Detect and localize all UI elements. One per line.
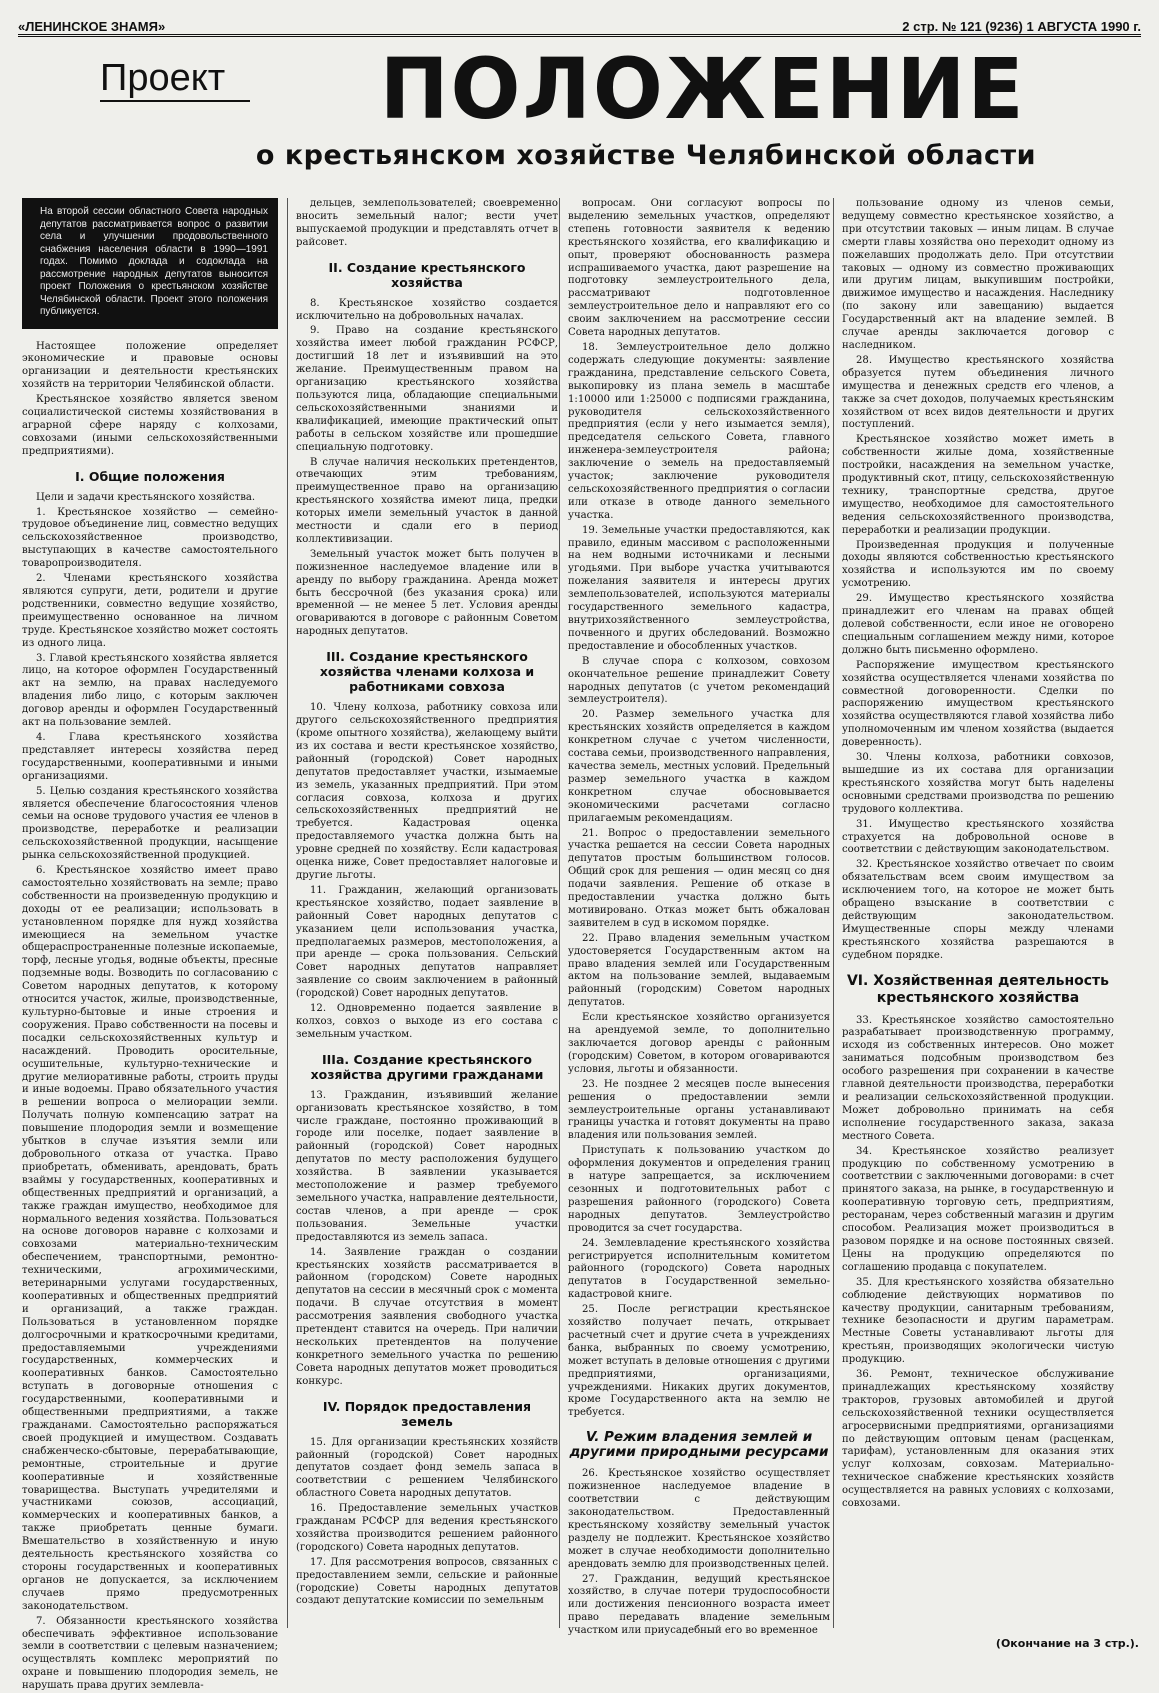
paragraph: 12. Одновременно подается заявление в колхоз, совхоз о выходе из его состава с земельным участком. [296, 1003, 558, 1040]
paper-name: «ЛЕНИНСКОЕ ЗНАМЯ» [18, 19, 166, 34]
paragraph: 18. Землеустроительное дело должно содержать следующие документы: заявление гражданина, представление сельского Совета, выкопировку из плана земель в масштабе 1:10000 или 1:25000 с подписями гражданина, руководителя сельскохозяйственного предприятия (если у него изымается земля), председателя сельского Совета, главного инженера-землеустроителя района; заключение о земель на предоставляемый участок; заключение руководителя сельскохозяйственного предприятия о согласии или отказе в отводе данного земельного участка. [568, 341, 830, 521]
section-heading: V. Режим владения землей и другими природными ресурсами [569, 1429, 829, 1461]
paragraph: 9. Право на создание крестьянского хозяйства имеет любой гражданин РСФСР, достигший 18 лет и изъявивший на это желание. Преимущественным правом на организацию крестьянского хозяйства пользуются лица, обладающие специальными сельскохозяйственными знаниями и квалификацией, имеющие практический опыт работы в сельском хозяйстве или прошедшие специальную подготовку. [296, 325, 558, 453]
paragraph: 33. Крестьянское хозяйство самостоятельно разрабатывает производственную программу, исходя из собственных интересов. Оно может заниматься подсобным производством без особого разрешения при сохранении в качестве главной деятельности производства, переработки и реализации сельскохозяйственной продукции. Может добровольно принимать на себя исполнение государственного заказа, заказа местного Совета. [842, 1014, 1114, 1142]
page-subtitle: о крестьянском хозяйстве Челябинской области [255, 140, 1037, 171]
continuation-note: (Окончание на 3 стр.). [995, 1637, 1139, 1650]
column-divider [287, 198, 288, 1628]
section-heading: IIIа. Создание крестьянского хозяйства другими гражданами [310, 1051, 544, 1082]
paragraph: В случае наличия нескольких претендентов, отвечающих этим требованиям, преимущественное право на организацию крестьянского хозяйства имеют лица, предки которых имели земельный участок в данной местности и сдали его в период коллективизации. [296, 456, 558, 545]
paragraph: 7. Обязанности крестьянского хозяйства обеспечивать эффективное использование земли в соответствии с целевым назначением; осуществлять комплекс мероприятий по охране и повышению плодородия земель, не нарушать права других землевла- [22, 1615, 278, 1692]
paragraph: Земельный участок может быть получен в пожизненное наследуемое владение или в аренду по выбору гражданина. Аренда может быть бессрочной (без указания срока) или временной — не менее 5 лет. Условия аренды оговариваются в договоре с районным Советом народных депутатов. [296, 548, 558, 638]
paragraph: Произведенная продукция и полученные доходы являются собственностью крестьянского хозяйства и используются им по своему усмотрению. [842, 539, 1114, 590]
paragraph: 21. Вопрос о предоставлении земельного участка решается на сессии Совета народных депутатов простым большинством голосов. Общий срок для решения — один месяц со дня подачи заявления. Решение об отказе в предоставлении участка должно быть мотивировано. Отказ может быть обжалован заявителем в суд в искомом порядке. [568, 827, 830, 929]
paragraph: 20. Размер земельного участка для крестьянских хозяйств определяется в каждом конкретном случае с учетом численности, состава семьи, производственного направления, качества земель, местных условий. Предельный размер земельного участка в каждом конкретном случае обосновывается экономическими расчетами согласно прилагаемым рекомендациям. [568, 709, 830, 824]
paragraph: 2. Членами крестьянского хозяйства являются супруги, дети, родители и другие родственники, совместно ведущие хозяйство, преимущественно основанное на личном труде. Крестьянское хозяйство может состоять из одного лица. [22, 573, 278, 649]
paragraph: Крестьянское хозяйство может иметь в собственности жилые дома, хозяйственные постройки, насаждения на земельном участке, продуктивный скот, птицу, сельскохозяйственную технику, транспортные средства, другое имущество, необходимое для самостоятельного ведения сельскохозяйственного производства, переработки и реализации продукции. [842, 434, 1114, 536]
paragraph: Если крестьянское хозяйство организуется на арендуемой земле, то дополнительно заключается договор аренды с районным (городским) Советом, в котором оговариваются условия, льготы и обязанности. [568, 1012, 830, 1075]
paragraph: 27. Гражданин, ведущий крестьянское хозяйство, в случае потери трудоспособности или достижения пенсионного возраста имеет право передавать владение земельным участком или приусадебный его во временное [568, 1573, 830, 1637]
paragraph: 25. После регистрации крестьянское хозяйство получает печать, открывает расчетный счет и другие счета в учреждениях банка, выбранных по своему усмотрению, может вступать в деловые отношения с другими предприятиями, организациями, учреждениями. Никаких других документов, кроме Государственного акта на землю не требуется. [568, 1304, 830, 1419]
paragraph: Крестьянское хозяйство является звеном социалистической системы хозяйствования в аграрной сфере наряду с колхозами, совхозами (иными сельскохозяйственными предприятиями). [22, 394, 278, 457]
paragraph: 30. Члены колхоза, работники совхозов, вышедшие из их состава для организации крестьянского хозяйства могут быть наделены основными средствами производства по решению трудового коллектива. [842, 752, 1114, 815]
paragraph: В случае спора с колхозом, совхозом окончательное решение принадлежит Совету народных депутатов (с учетом рекомендаций землеустроителя). [568, 655, 830, 706]
kicker-label: Проект [100, 56, 250, 102]
paragraph: 5. Целью создания крестьянского хозяйства является обеспечение благосостояния членов семьи на основе трудового участия ее членов в производстве, переработке и реализации сельскохозяйственной продукции, насыщение рынка сельскохозяйственной продукцией. [22, 785, 278, 862]
paragraph: 13. Гражданин, изъявивший желание организовать крестьянское хозяйство, в том числе граждане, постоянно проживающий в городе или поселке, подает заявление в районный (городской) Совет народных депутатов по месту расположения будущего хозяйства. В заявлении указывается местоположение и размер требуемого земельного участка, направление деятельности, состав членов, а при аренде — срок пользования. Земельные участки предоставляются из земель запаса. [296, 1089, 558, 1243]
paragraph: 8. Крестьянское хозяйство создается исключительно на добровольных началах. [296, 297, 558, 322]
paragraph: 36. Ремонт, техническое обслуживание принадлежащих крестьянскому хозяйству тракторов, грузовых автомобилей и другой сельскохозяйственной техники осуществляется агросервисными предприятиями, организациями по действующим оптовым ценам (расценкам, тарифам), установленным для оказания этих услуг колхозам, совхозам. Материально-техническое снабжение крестьянских хозяйств осуществляется на равных условиях с колхозами, совхозами. [842, 1369, 1114, 1510]
paragraph: вопросам. Они согласуют вопросы по выделению земельных участков, определяют степень готовности заявителя к ведению крестьянского хозяйства, его квалификацию и опыт, проверяют обоснованность размера испрашиваемого участка, дают разрешение на подготовку землеустроительного дела, рассматривают подготовленное землеустроительное дело и направляют его со своим заключением на рассмотрение сессии Совета народных депутатов. [568, 198, 830, 339]
column-4 [842, 198, 1114, 1628]
paragraph: Цели и задачи крестьянского хозяйства. [36, 491, 256, 503]
paragraph: дельцев, землепользователей; своевременно вносить земельный налог; вести учет выпускаемой продукции и представлять отчет в райсовет. [296, 198, 558, 248]
intro-box: На второй сессии областного Совета народных депутатов рассматривается вопрос о развитии села и улучшении продовольственного снабжения населения области в 1990—1991 годах. Помимо доклада и содоклада на рассмотрение народных депутатов выносится проект Положения о крестьянском хозяйстве Челябинской области. Проект этого положения публикуется. [22, 198, 278, 329]
paragraph: 35. Для крестьянского хозяйства обязательно соблюдение действующих нормативов по качеству продукции, санитарным требованиям, технике безопасности и другим параметрам. Местные Советы устанавливают льготы для крестьян, производящих экологически чистую продукцию. [842, 1276, 1114, 1366]
column-2 [296, 198, 558, 1628]
paragraph: Приступать к пользованию участком до оформления документов и определения границ в натуре запрещается, за исключением сезонных и подготовительных работ с разрешения районного (городского) Совета народных депутатов. Землеустройство проводится за счет государства. [568, 1145, 830, 1234]
paragraph: 3. Главой крестьянского хозяйства является лицо, на которое оформлен Государственный акт на землю, на правах наследуемого владения либо лицо, с которым заключен договор аренды и оформлен Государственный акт на пользование землей. [22, 652, 278, 729]
section-heading: VI. Хозяйственная деятельность крестьянского хозяйства [846, 972, 1110, 1006]
paragraph: 34. Крестьянское хозяйство реализует продукцию по собственному усмотрению в соответствии с заключенными договорами: в счет принятого заказа, на рынке, в государственную и кооперативную торговую сеть, предприятиям, ресторанам, через собственный магазин и другим способом. Реализация может производиться в разовом порядке и на основе постоянных связей. Цены на продукцию определяются по соглашению продавца с покупателем. [842, 1145, 1114, 1273]
paragraph: 4. Глава крестьянского хозяйства представляет интересы хозяйства перед государственными, кооперативными и иными организациями. [22, 731, 278, 782]
paragraph: 22. Право владения земельным участком удостоверяется Государственным актом на право владения землей или Государственным актом на пользование землей, выдаваемым районный (городским) Советом народных депутатов. [568, 932, 830, 1009]
paragraph: 6. Крестьянское хозяйство имеет право самостоятельно хозяйствовать на земле; право собственности на произведенную продукцию и доходы от ее реализации; использовать в установленном порядке для нужд хозяйства имеющиеся на земельном участке общераспространенные полезные ископаемые, торф, лесные угодья, водные объекты, пресные подземные воды. Возводить по согласованию с Советом народных депутатов, к которому относится участок, жилые, производственные, культурно-бытовые и иные строения и сооружения. Право собственности на посевы и посадки сельскохозяйственных культур и насаждений. Проводить оросительные, осушительные, культурно-технические и другие мелиоративные работы, строить пруды и иные водоемы. Право обязательного участия в решении вопроса о мелиорации земли. Получать полную компенсацию затрат на повышение плодородия земли и возмещение убытков в случае изъятия земли или добровольного отказа от участка. Право приобретать, обменивать, арендовать, брать взаймы у государственных, кооперативных и общественных предприятий и организаций, а также граждан имущество, необходимое для нормального ведения хозяйства. Пользоваться на основе договоров наравне с колхозами и совхозами материально-техническим обеспечением, транспортными, ремонтно-техническими, агрохимическими, ветеринарными услугами государственных, кооперативных и общественных предприятий и организаций, а также граждан. Пользоваться в установленном порядке долгосрочными и краткосрочными кредитами, предоставляемыми учреждениями государственных, коммерческих и кооперативных банков. Самостоятельно вступать в договорные отношения с государственными, кооперативными и общественными предприятиями, а также гражданами. Самостоятельно распоряжаться своей продукцией и имуществом. Создавать снабженческо-сбытовые, перерабатывающие, ремонтные, строительные и другие кооперативные и хозяйственные товарищества. Выступать учредителями и участниками союзов, ассоциаций, коммерческих и кооперативных банков, а также приобретать ценные бумаги. Вмешательство в хозяйственную и иную деятельность крестьянского хозяйства со стороны государственных и кооперативных органов не допускается, за исключением случаев прямо предусмотренных законодательством. [22, 865, 278, 1612]
paragraph: 11. Гражданин, желающий организовать крестьянское хозяйство, подает заявление в районный Совет народных депутатов с указанием цели использования участка, предполагаемых размеров, местоположения, а при аренде — срока пользования. Сельский Совет народных депутатов направляет заявление со своим заключением в районный (городской) Совет народных депутатов. [296, 884, 558, 1000]
paragraph: 23. Не позднее 2 месяцев после вынесения решения о предоставлении земли землеустроительные органы устанавливают границы участка и готовят документы на право владения или пользования землей. [568, 1078, 830, 1142]
column-3 [568, 198, 830, 1637]
paragraph: Распоряжение имуществом крестьянского хозяйства осуществляется членами хозяйства по совместной договоренности. Сделки по распоряжению имуществом крестьянского хозяйства осуществляются главой хозяйства либо уполномоченным им членом хозяйства (выдается доверенность). [842, 659, 1114, 749]
section-heading: III. Создание крестьянского хозяйства членами колхоза и работниками совхоза [319, 649, 535, 695]
issue-info: 2 стр. № 121 (9236) 1 АВГУСТА 1990 г. [902, 19, 1141, 34]
column-divider [559, 198, 560, 1628]
paragraph: 1. Крестьянское хозяйство — семейно-трудовое объединение лиц, совместно ведущих сельскохозяйственное производство, выступающих в качестве самостоятельного товаропроизводителя. [22, 506, 278, 570]
newspaper-header [18, 14, 1141, 37]
column-divider [833, 198, 834, 1628]
paragraph: 16. Предоставление земельных участков гражданам РСФСР для ведения крестьянского хозяйства производится решением районного (городского) Совета народных депутатов. [296, 1503, 558, 1553]
paragraph: 26. Крестьянское хозяйство осуществляет пожизненное наследуемое владение в соответствии с действующим законодательством. Предоставленный крестьянскому хозяйству земельный участок разделу не подлежит. Крестьянское хозяйство может в случае необходимости дополнительно арендовать землю для производственных целей. [568, 1468, 830, 1570]
column-1 [22, 198, 278, 1692]
paragraph: 14. Заявление граждан о создании крестьянских хозяйств рассматривается в районном (городском) Совете народных депутатов на сессии в месячный срок с момента подачи. В случае отсутствия в момент рассмотрения заявления свободного участка претендент ставится на очередь. При наличии нескольких претендентов на получение конкретного земельного участка по решению Совета народных депутатов может проводиться конкурс. [296, 1246, 558, 1387]
page-title: ПОЛОЖЕНИЕ [379, 40, 1026, 138]
paragraph: 28. Имущество крестьянского хозяйства образуется путем объединения личного имущества и денежных средств его членов, а также за счет доходов, получаемых крестьянским хозяйством от всех видов деятельности и других поступлений. [842, 354, 1114, 431]
paragraph: 17. Для рассмотрения вопросов, связанных с предоставлением земли, сельские и районные (городские) Советы народных депутатов создают депутатские комиссии по земельным [296, 1556, 558, 1607]
section-heading: II. Создание крестьянского хозяйства [328, 259, 526, 290]
paragraph: 15. Для организации крестьянских хозяйств районный (городской) Совет народных депутатов создает фонд земель запаса в соответствии с решением Челябинского областного Совета народных депутатов. [296, 1436, 558, 1500]
paragraph: 29. Имущество крестьянского хозяйства принадлежит его членам на правах общей долевой собственности, если иное не оговорено специальным соглашением между ними, которое должно быть письменно оформлено. [842, 593, 1114, 656]
paragraph: 19. Земельные участки предоставляются, как правило, единым массивом с расположенными на нем водными источниками и лесными угодьями. При выборе участка учитываются пожелания заявителя и интересы других землепользователей, используются материалы государственного земельного кадастра, внутрихозяйственного землеустройства, почвенного и других обследований. Возможно предоставление и обособленных участков. [568, 524, 830, 652]
paragraph: Настоящее положение определяет экономические и правовые основы организации и деятельности крестьянских хозяйств на территории Челябинской области. [22, 340, 278, 391]
paragraph: 31. Имущество крестьянского хозяйства страхуется на добровольной основе в соответствии с действующим законодательством. [842, 818, 1114, 856]
section-heading: IV. Порядок предоставления земель [322, 1398, 532, 1429]
paragraph: 24. Землевладение крестьянского хозяйства регистрируется исполнительным комитетом районного (городского) Совета народных депутатов в Государственной земельно-кадастровой книге. [568, 1237, 830, 1301]
paragraph: пользование одному из членов семьи, ведущему совместно крестьянское хозяйство, а при отсутствии таковых — иным лицам. В случае смерти главы хозяйства оно переходит одному из пожелавших продолжать дело. При отсутствии таковых — одному из совместно проживающих или другим лицам, выкупившим постройки, движимое имущество и насаждения. Наследнику (по закону или завещанию) выдается Государственный акт на владение землей. В случае аренды заключается договор с наследником. [842, 198, 1114, 351]
paragraph: 32. Крестьянское хозяйство отвечает по своим обязательствам всем своим имуществом за исключением того, на которое не может быть обращено взыскание в соответствии с действующим законодательством. Имущественные споры между членами крестьянского хозяйства разрешаются в судебном порядке. [842, 859, 1114, 961]
section-heading: I. Общие положения [75, 468, 225, 484]
paragraph: 10. Члену колхоза, работнику совхоза или другого сельскохозяйственного предприятия (кроме опытного хозяйства), желающему выйти из их состава и вести крестьянское хозяйство, районный (городской) Совет народных депутатов предоставляет участки, изымаемые из земель, указанных предприятий. При этом согласия совхоза, колхоза и других сельскохозяйственных предприятий не требуется. Кадастровая оценка предоставляемого участка должна быть на уровне средней по хозяйству. Если кадастровая оценка ниже, Совет предоставляет налоговые и другие льготы. [296, 702, 558, 881]
